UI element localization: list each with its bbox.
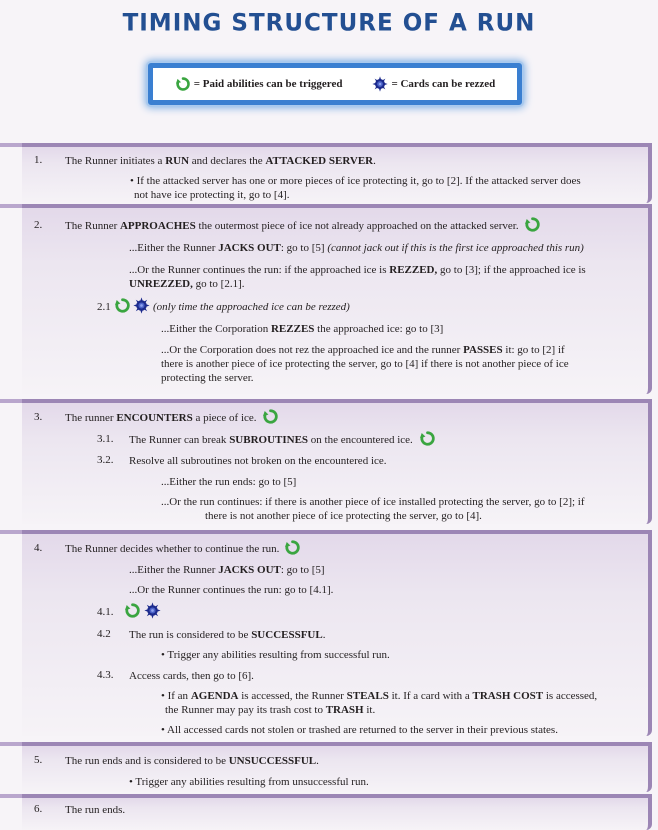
step-4-2-text: The run is considered to be SUCCESSFUL.: [129, 629, 326, 641]
legend-box: [148, 63, 522, 105]
substep-number: 3.1.: [97, 433, 114, 445]
legend-rez-label: = Cards can be rezzed: [391, 78, 496, 90]
paid-ability-icon: [524, 216, 541, 233]
legend-rez: [372, 76, 495, 92]
step-5-panel: [22, 742, 652, 792]
rez-icon: [372, 76, 388, 92]
step-number: 1.: [34, 154, 43, 166]
paid-ability-icon: [114, 297, 131, 314]
step-3-text: The runner ENCOUNTERS a piece of ice.: [65, 411, 279, 425]
step-4-1-header: 4.1.: [97, 605, 161, 619]
step-3-panel: [22, 399, 652, 524]
step-6-panel: [22, 794, 652, 830]
step-5-text: The run ends and is considered to be UNSUCCESSFUL.: [65, 755, 319, 767]
step-2-or-cont: UNREZZED, go to [2.1].: [129, 278, 245, 290]
step-4-either: ...Either the Runner JACKS OUT: go to [5]: [129, 564, 325, 576]
paid-ability-icon: [419, 430, 436, 447]
step-number: 3.: [34, 411, 43, 423]
step-1-panel: [22, 143, 652, 203]
step-number: 5.: [34, 754, 43, 766]
step-3-2-text: Resolve all subroutines not broken on the encountered ice.: [129, 455, 387, 467]
step-2-1-or-cont2: protecting the server.: [161, 372, 254, 384]
step-number: 6.: [34, 803, 43, 815]
step-4-3-text: Access cards, then go to [6].: [129, 670, 254, 682]
step-2-1-or: ...Or the Corporation does not rez the approached ice and the runner PASSES it: go to [2] if: [161, 344, 565, 356]
step-3-either: ...Either the run ends: go to [5]: [161, 476, 297, 488]
paid-ability-icon: [284, 539, 301, 556]
step-6-text: The run ends.: [65, 804, 126, 816]
step-number: 2.: [34, 219, 43, 231]
step-2-1-header: 2.1 (only time the approached ice can be rezzed): [97, 300, 350, 314]
step-2-or: ...Or the Runner continues the run: if the approached ice is REZZED, go to [3]; if the approached ice is: [129, 264, 586, 276]
step-2-either: ...Either the Runner JACKS OUT: go to [5] (cannot jack out if this is the first ice approached this run): [129, 242, 584, 254]
page-title: TIMING STRUCTURE OF A RUN: [122, 9, 536, 37]
step-1-bullet-cont: not have ice protecting it, go to [4].: [134, 189, 290, 201]
substep-number: 4.2: [97, 628, 111, 640]
paid-ability-icon: [175, 76, 191, 92]
step-3-or: ...Or the run continues: if there is another piece of ice installed protecting the server, go to [2]; if: [161, 496, 585, 508]
step-4-2-bullet: • Trigger any abilities resulting from successful run.: [161, 649, 390, 661]
step-4-3-bullet-1-cont: the Runner may pay its trash cost to TRASH it.: [165, 704, 376, 716]
step-4-text: The Runner decides whether to continue the run.: [65, 542, 301, 556]
step-2-panel: [22, 204, 652, 394]
step-1-bullet: • If the attacked server has one or more pieces of ice protecting it, go to [2]. If the attacked server does: [130, 175, 581, 187]
step-2-1-either: ...Either the Corporation REZZES the approached ice: go to [3]: [161, 323, 444, 335]
rez-icon: [144, 602, 161, 619]
step-2-text: The Runner APPROACHES the outermost piece of ice not already approached on the attacked server.: [65, 219, 541, 233]
step-2-1-or-cont: there is another piece of ice protecting the server, go to [4] if there is not another piece of ice: [161, 358, 569, 370]
step-4-panel: [22, 530, 652, 736]
step-4-3-bullet-2: • All accessed cards not stolen or trashed are returned to the server in their previous states.: [161, 724, 558, 736]
step-number: 4.: [34, 542, 43, 554]
step-3-1-text: The Runner can break SUBROUTINES on the encountered ice.: [129, 433, 436, 447]
substep-number: 4.3.: [97, 669, 114, 681]
step-4-3-bullet-1: • If an AGENDA is accessed, the Runner STEALS it. If a card with a TRASH COST is accessed,: [161, 690, 598, 702]
legend-paid: [175, 76, 343, 92]
step-3-or-cont: there is not another piece of ice protecting the server, go to [4].: [205, 510, 482, 522]
step-1-text: The Runner initiates a RUN and declares the ATTACKED SERVER.: [65, 155, 376, 167]
paid-ability-icon: [262, 408, 279, 425]
legend-paid-label: = Paid abilities can be triggered: [193, 78, 343, 90]
paid-ability-icon: [124, 602, 141, 619]
rez-icon: [133, 297, 150, 314]
step-5-bullet: • Trigger any abilities resulting from unsuccessful run.: [129, 776, 369, 788]
substep-number: 3.2.: [97, 454, 114, 466]
step-4-or: ...Or the Runner continues the run: go to [4.1].: [129, 584, 334, 596]
